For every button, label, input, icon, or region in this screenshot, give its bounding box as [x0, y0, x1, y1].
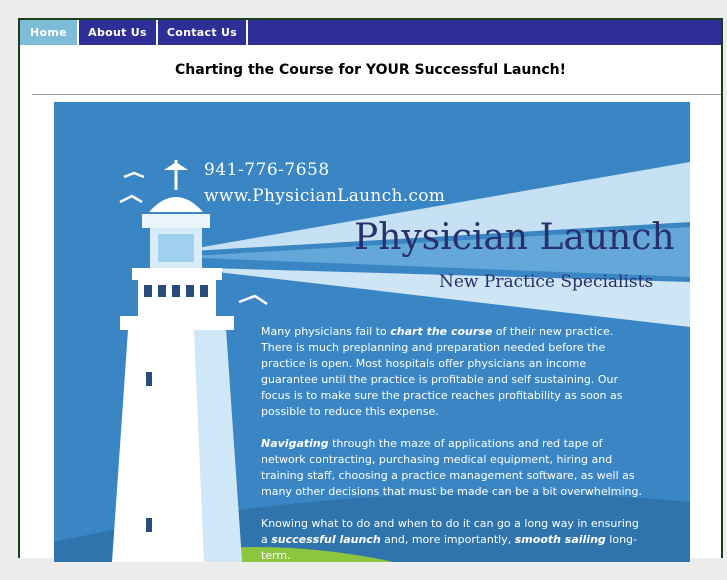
paragraph-3: Knowing what to do and when to do it can go a long way in ensuring a successful launch and, more importantly, smooth sailing long-term. — [261, 517, 639, 562]
brand-subtitle: New Practice Specialists — [439, 272, 654, 292]
divider — [32, 94, 721, 95]
nav-contact-us[interactable]: Contact Us — [158, 20, 248, 45]
banner-body — [261, 324, 646, 580]
page-frame — [18, 18, 723, 562]
website-url: www.PhysicianLaunch.com — [204, 186, 446, 206]
nav-home[interactable]: Home — [20, 20, 79, 45]
hero-banner — [54, 102, 690, 562]
paragraph-1: Many physicians fail to chart the course of their new practice. There is much preplanning and preparation needed before the practice is open. Most hospitals offer physicians an income guarantee until the practice is profitable and self sustaining. Our focus is to make sure the practice reaches profitability as soon as possible to reduce this expense. — [261, 325, 623, 418]
nav-about-us[interactable]: About Us — [79, 20, 158, 45]
top-nav — [20, 20, 721, 45]
phone-number: 941-776-7658 — [204, 160, 330, 180]
page-tagline: Charting the Course for YOUR Successful Launch! — [175, 62, 566, 78]
paragraph-2: Navigating through the maze of applications and red tape of network contracting, purchasing medical equipment, hiring and training staff, choosing a practice management software, as well as many other decisions that must be made can be a bit overwhelming. — [261, 437, 642, 498]
brand-name: Physician Launch — [354, 217, 675, 258]
